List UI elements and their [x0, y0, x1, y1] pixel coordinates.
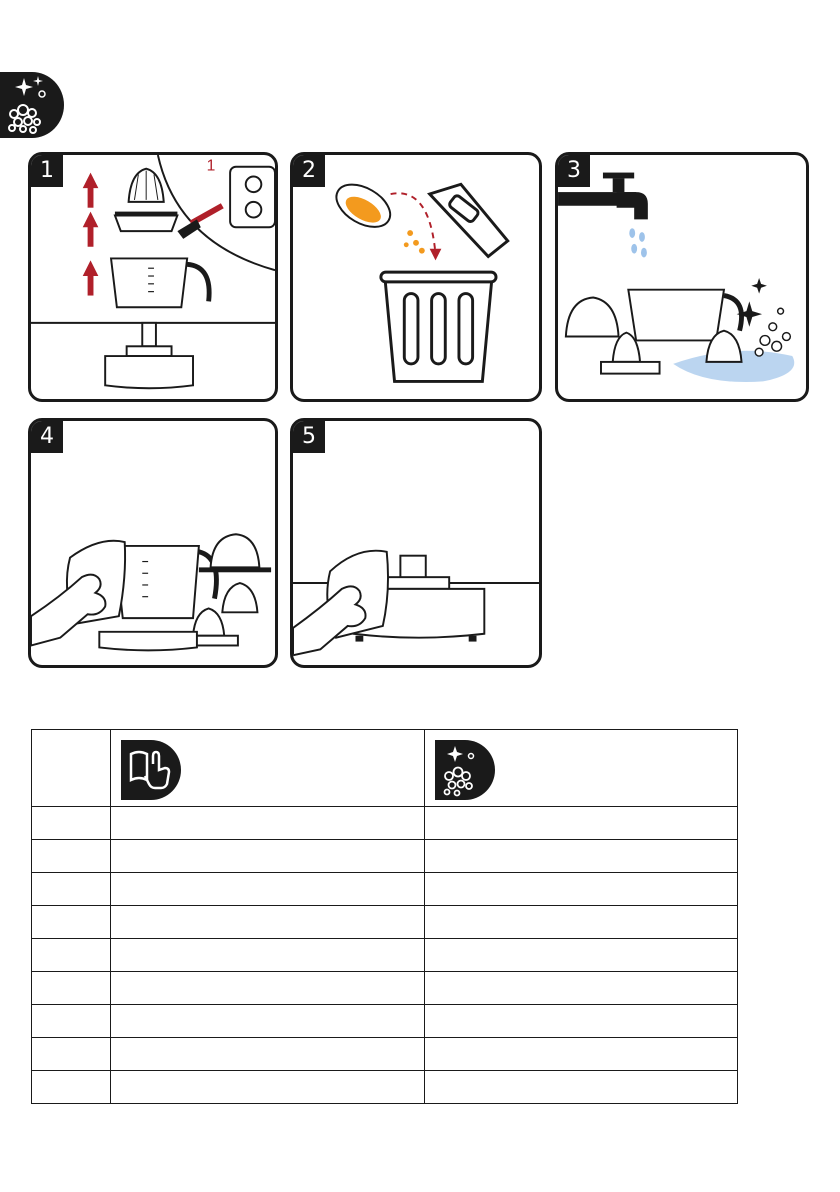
table-row: [32, 807, 738, 840]
table-cell: [425, 730, 738, 807]
step-number: 2: [293, 155, 325, 187]
table-row: [32, 1038, 738, 1071]
step-5-panel: [290, 418, 542, 668]
table-row: [32, 840, 738, 873]
step-3-panel: [555, 152, 809, 402]
disassemble-unplug-illustration: [31, 155, 275, 399]
step-callout: 1: [206, 157, 216, 175]
wipe-base-illustration: [293, 421, 539, 665]
step-1-panel: [28, 152, 278, 402]
step-number: 1: [31, 155, 63, 187]
table-row: [32, 906, 738, 939]
table-row: [32, 939, 738, 972]
cleaning-icon: [0, 72, 64, 138]
step-number: 4: [31, 421, 63, 453]
table-header-row: [32, 730, 738, 807]
cleaning-table: [31, 729, 738, 1104]
step-number: 5: [293, 421, 325, 453]
step-number: 3: [558, 155, 590, 187]
step-2-panel: [290, 152, 542, 402]
step-4-panel: [28, 418, 278, 668]
cleaning-icon: [435, 740, 495, 800]
discard-pulp-illustration: [293, 155, 539, 399]
read-manual-icon: [121, 740, 181, 800]
table-cell: [32, 730, 111, 807]
table-row: [32, 972, 738, 1005]
table-row: [32, 873, 738, 906]
rinse-parts-illustration: [558, 155, 806, 399]
table-cell: [111, 730, 425, 807]
wipe-jug-illustration: [31, 421, 275, 665]
table-row: [32, 1005, 738, 1038]
table-row: [32, 1071, 738, 1104]
